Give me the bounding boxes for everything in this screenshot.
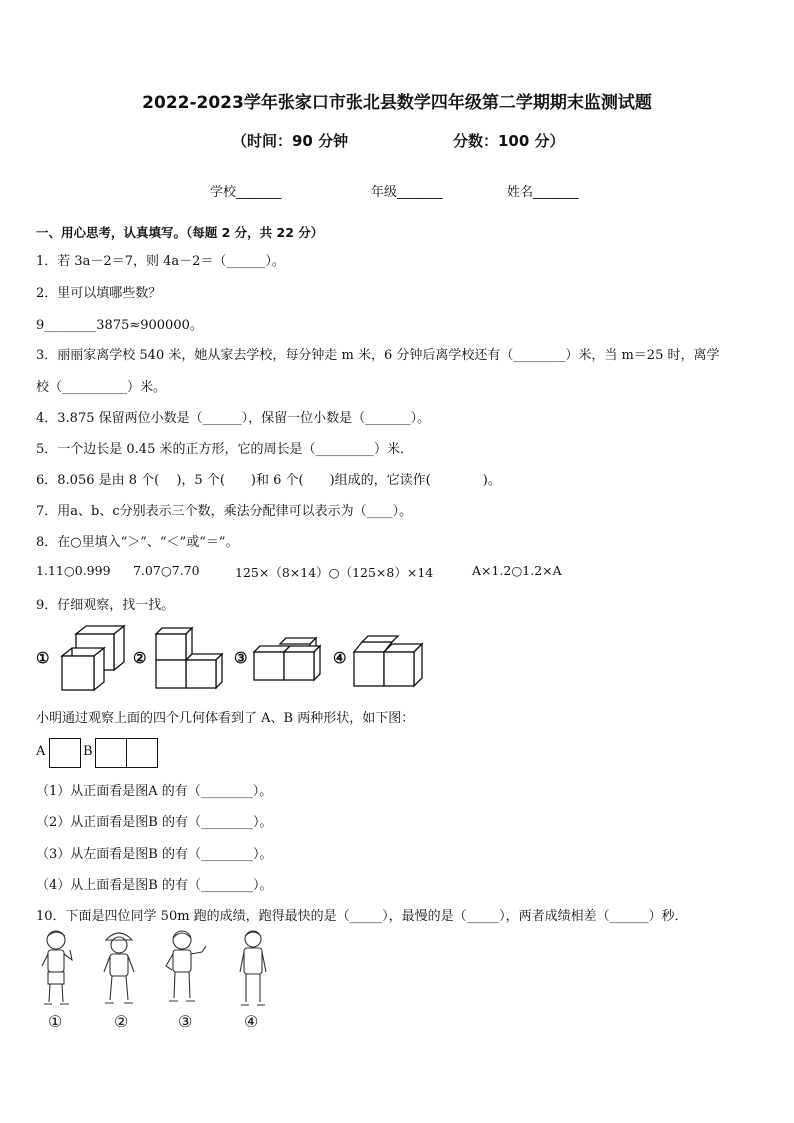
- child-figure-icon: [234, 928, 274, 1010]
- name-field: 姓名_______: [507, 185, 579, 200]
- school-field: 学校_______: [210, 185, 282, 200]
- child-figure-icon: [162, 928, 210, 1010]
- cube-stack-icon: [58, 622, 128, 694]
- section-heading: 一、用心思考，认真填写。（每题 2 分，共 22 分）: [36, 225, 324, 240]
- question-10: 10．下面是四位同学 50m 跑的成绩，跑得最快的是（_____），最慢的是（_____），两者成绩相差（______）秒．: [36, 909, 688, 924]
- shape-b-label: B: [83, 744, 93, 759]
- kid-label-3: ③: [178, 1012, 193, 1031]
- question-9-sub-3: （3）从左面看是图B 的有（________）。: [36, 847, 273, 862]
- figure-label-1: ①: [36, 649, 50, 667]
- figure-label-4: ④: [333, 649, 347, 667]
- figure-label-3: ③: [234, 649, 248, 667]
- time-label: （时间：90 分钟: [232, 132, 349, 150]
- question-3-line2: 校（__________）米。: [36, 380, 167, 395]
- compare-item: 125×（8×14）○（125×8）×14: [235, 565, 434, 580]
- question-9-sub-4: （4）从上面看是图B 的有（________）。: [36, 878, 273, 893]
- child-figure-icon: [100, 928, 140, 1010]
- shape-b-square-right: [126, 738, 158, 768]
- shape-b-square-left: [95, 738, 127, 768]
- question-9: 9．仔细观察，找一找。: [36, 598, 175, 613]
- score-label: 分数：100 分）: [453, 132, 565, 150]
- question-2: 2．里可以填哪些数？: [36, 286, 162, 301]
- compare-item: A×1.2○1.2×A: [472, 563, 562, 578]
- question-9-sub-2: （2）从正面看是图B 的有（________）。: [36, 815, 273, 830]
- kid-label-4: ④: [244, 1012, 259, 1031]
- kid-label-2: ②: [114, 1012, 129, 1031]
- question-5: 5．一个边长是 0.45 米的正方形，它的周长是（_________）米．: [36, 442, 413, 457]
- shape-a-label: A: [36, 744, 46, 759]
- question-4: 4．3.875 保留两位小数是（______），保留一位小数是（_______）。: [36, 411, 431, 426]
- question-3-line1: 3．丽丽家离学校 540 米，她从家去学校，每分钟走 m 米，6 分钟后离学校还有（________）米，当 m＝25 时，离学: [36, 348, 720, 363]
- question-9-text: 小明通过观察上面的四个几何体看到了 A、B 两种形状，如下图：: [36, 711, 415, 726]
- question-2-blank: 9________3875≈900000。: [36, 318, 203, 333]
- question-6: 6．8.056 是由 8 个( )，5 个( )和 6 个( )组成的，它读作( )。: [36, 473, 501, 488]
- kid-label-1: ①: [48, 1012, 63, 1031]
- child-figure-icon: [38, 928, 78, 1010]
- grade-field: 年级_______: [371, 185, 443, 200]
- page-title: 2022-2023学年张家口市张北县数学四年级第二学期期末监测试题: [142, 93, 652, 113]
- shape-a-square: [49, 738, 81, 768]
- compare-item: 1.11○0.999: [36, 563, 111, 578]
- question-8: 8．在○里填入“＞”、“＜”或“＝”。: [36, 535, 239, 550]
- cube-stack-icon: [252, 634, 324, 684]
- figure-label-2: ②: [133, 649, 147, 667]
- cube-stack-icon: [352, 634, 426, 688]
- question-9-sub-1: （1）从正面看是图A 的有（________）。: [36, 784, 273, 799]
- cube-stack-icon: [152, 624, 228, 694]
- question-1: 1．若 3a－2＝7，则 4a－2＝（______）。: [36, 254, 285, 269]
- question-7: 7．用a、b、c分别表示三个数，乘法分配律可以表示为（____）。: [36, 504, 413, 519]
- compare-item: 7.07○7.70: [133, 563, 200, 578]
